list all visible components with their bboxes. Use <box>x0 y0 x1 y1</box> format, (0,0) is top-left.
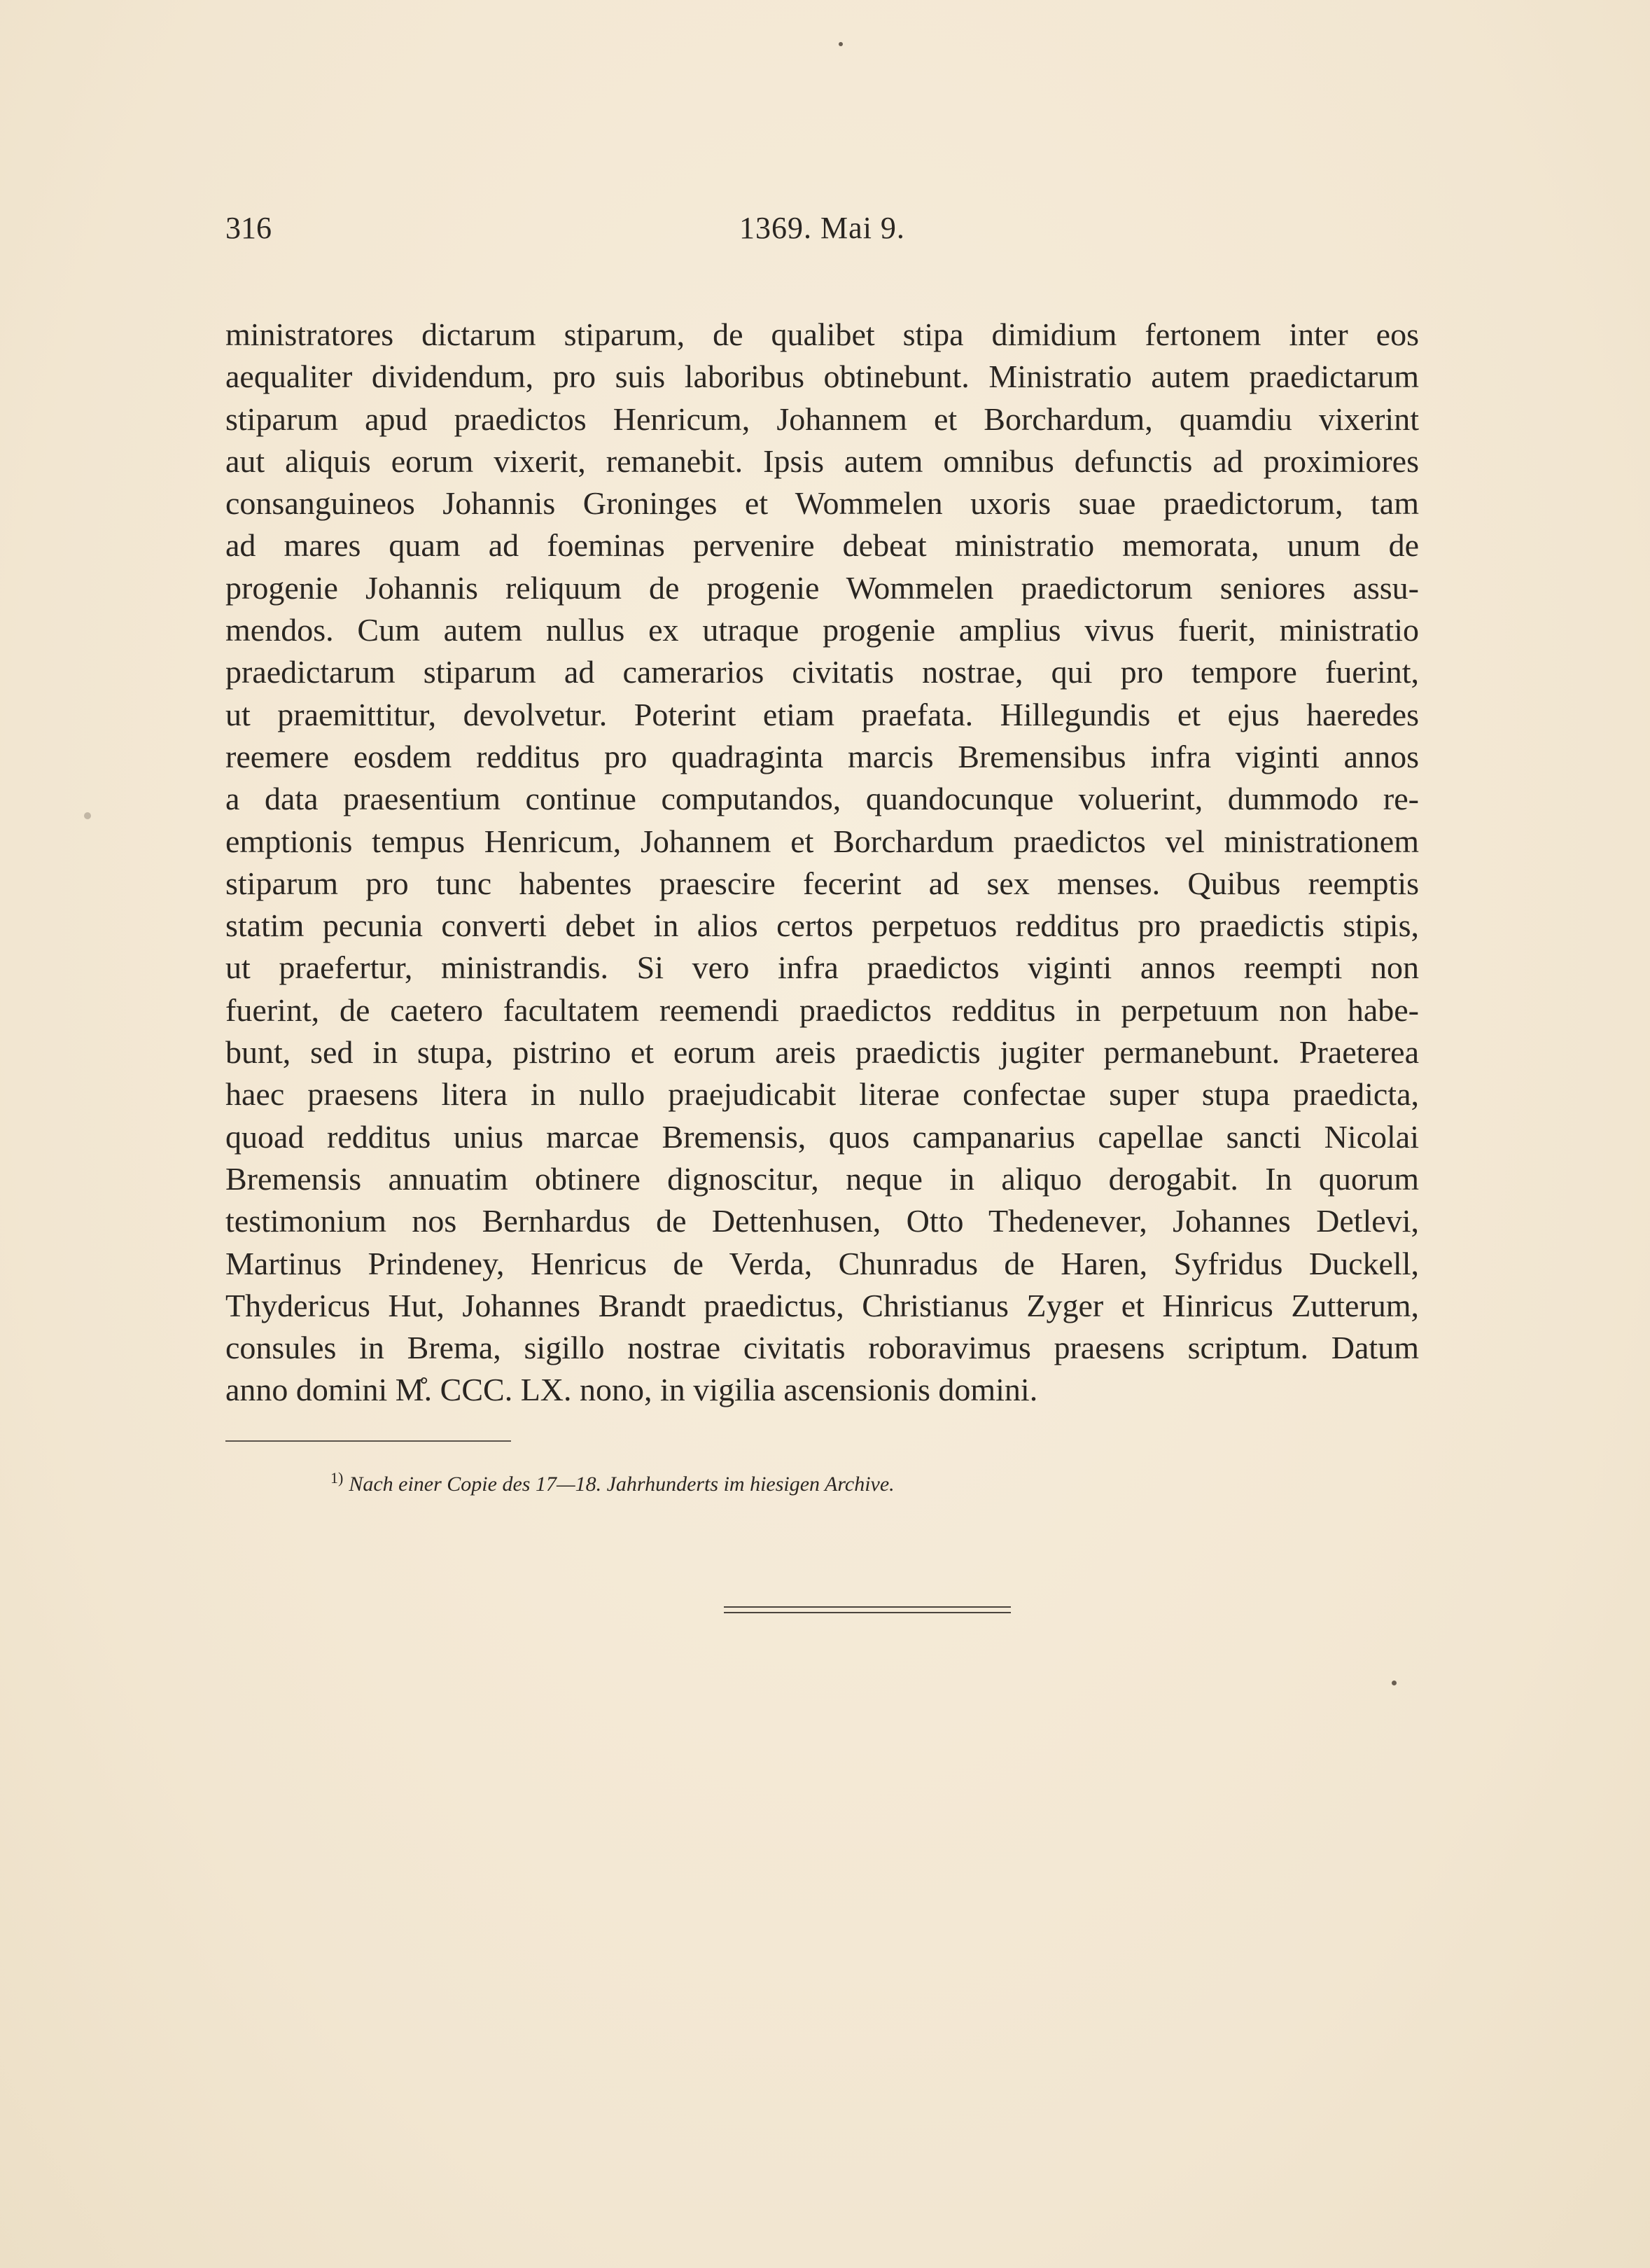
text-line: mendos. Cum autem nullus ex utraque progenie amplius vivus fuerit, ministratio <box>225 612 1419 648</box>
end-rule-line <box>724 1606 1011 1608</box>
text-line: progenie Johannis reliquum de progenie Wommelen praedictorum seniores assu- <box>225 569 1419 606</box>
page-number: 316 <box>225 211 272 245</box>
text-line: Martinus Prindeney, Henricus de Verda, Chunradus de Haren, Syfridus Duckell, <box>225 1245 1419 1281</box>
footnote-marker: 1) <box>330 1469 344 1487</box>
text-line-last: anno domini M̊. CCC. LX. nono, in vigilia ascensionis domini. <box>225 1372 1038 1408</box>
text-line: ut praefertur, ministrandis. Si vero infra praedictos viginti annos reempti non <box>225 949 1419 986</box>
text-line: reemere eosdem redditus pro quadraginta marcis Bremensibus infra viginti annos <box>225 738 1419 774</box>
text-line: Bremensis annuatim obtinere dignoscitur, neque in aliquo derogabit. In quorum <box>225 1160 1419 1197</box>
paper-speck <box>1392 1681 1397 1685</box>
text-line: consanguineos Johannis Groninges et Wommelen uxoris suae praedictorum, tam <box>225 485 1419 522</box>
footnote <box>330 1469 895 1496</box>
end-double-rule <box>724 1606 1011 1613</box>
end-rule-line <box>724 1612 1011 1613</box>
text-line: stiparum apud praedictos Henricum, Johannem et Borchardum, quamdiu vixerint <box>225 401 1419 437</box>
text-line: aut aliquis eorum vixerit, remanebit. Ipsis autem omnibus defunctis ad proximiores <box>225 443 1419 479</box>
text-line: Thydericus Hut, Johannes Brandt praedictus, Christianus Zyger et Hinricus Zutterum, <box>225 1287 1419 1323</box>
footnote-divider <box>225 1440 511 1442</box>
text-line: stiparum pro tunc habentes praescire fecerint ad sex menses. Quibus reemptis <box>225 865 1419 901</box>
running-head <box>225 210 1419 252</box>
footnote-text: Nach einer Copie des 17—18. Jahrhunderts im hiesigen Archive. <box>349 1473 895 1496</box>
text-line: aequaliter dividendum, pro suis laboribus obtinebunt. Ministratio autem praedictarum <box>225 359 1419 395</box>
text-line: bunt, sed in stupa, pistrino et eorum areis praedictis jugiter permanebunt. Praeterea <box>225 1034 1419 1071</box>
paper-speck <box>84 812 91 819</box>
text-line: emptionis tempus Henricum, Johannem et Borchardum praedictos vel ministrationem <box>225 823 1419 859</box>
running-title: 1369. Mai 9. <box>739 211 905 245</box>
text-line: fuerint, de caetero facultatem reemendi praedictos redditus in perpetuum non habe- <box>225 992 1419 1028</box>
text-line: statim pecunia converti debet in alios certos perpetuos redditus pro praedictis stipis, <box>225 907 1419 944</box>
text-line: ut praemittitur, devolvetur. Poterint etiam praefata. Hillegundis et ejus haeredes <box>225 696 1419 732</box>
paper-speck <box>839 42 843 46</box>
text-line: consules in Brema, sigillo nostrae civitatis roboravimus praesens scriptum. Datum <box>225 1330 1419 1366</box>
text-line: haec praesens litera in nullo praejudicabit literae confectae super stupa praedicta, <box>225 1076 1419 1113</box>
text-line: praedictarum stiparum ad camerarios civitatis nostrae, qui pro tempore fuerint, <box>225 654 1419 690</box>
text-line: ministratores dictarum stiparum, de qualibet stipa dimidium fertonem inter eos <box>225 316 1419 352</box>
text-line: ad mares quam ad foeminas pervenire debeat ministratio memorata, unum de <box>225 527 1419 564</box>
text-line: a data praesentium continue computandos, quandocunque voluerint, dummodo re- <box>225 781 1419 817</box>
text-line: quoad redditus unius marcae Bremensis, quos campanarius capellae sancti Nicolai <box>225 1118 1419 1155</box>
body-text <box>225 314 1419 1412</box>
text-line: testimonium nos Bernhardus de Dettenhusen, Otto Thedenever, Johannes Detlevi, <box>225 1203 1419 1239</box>
